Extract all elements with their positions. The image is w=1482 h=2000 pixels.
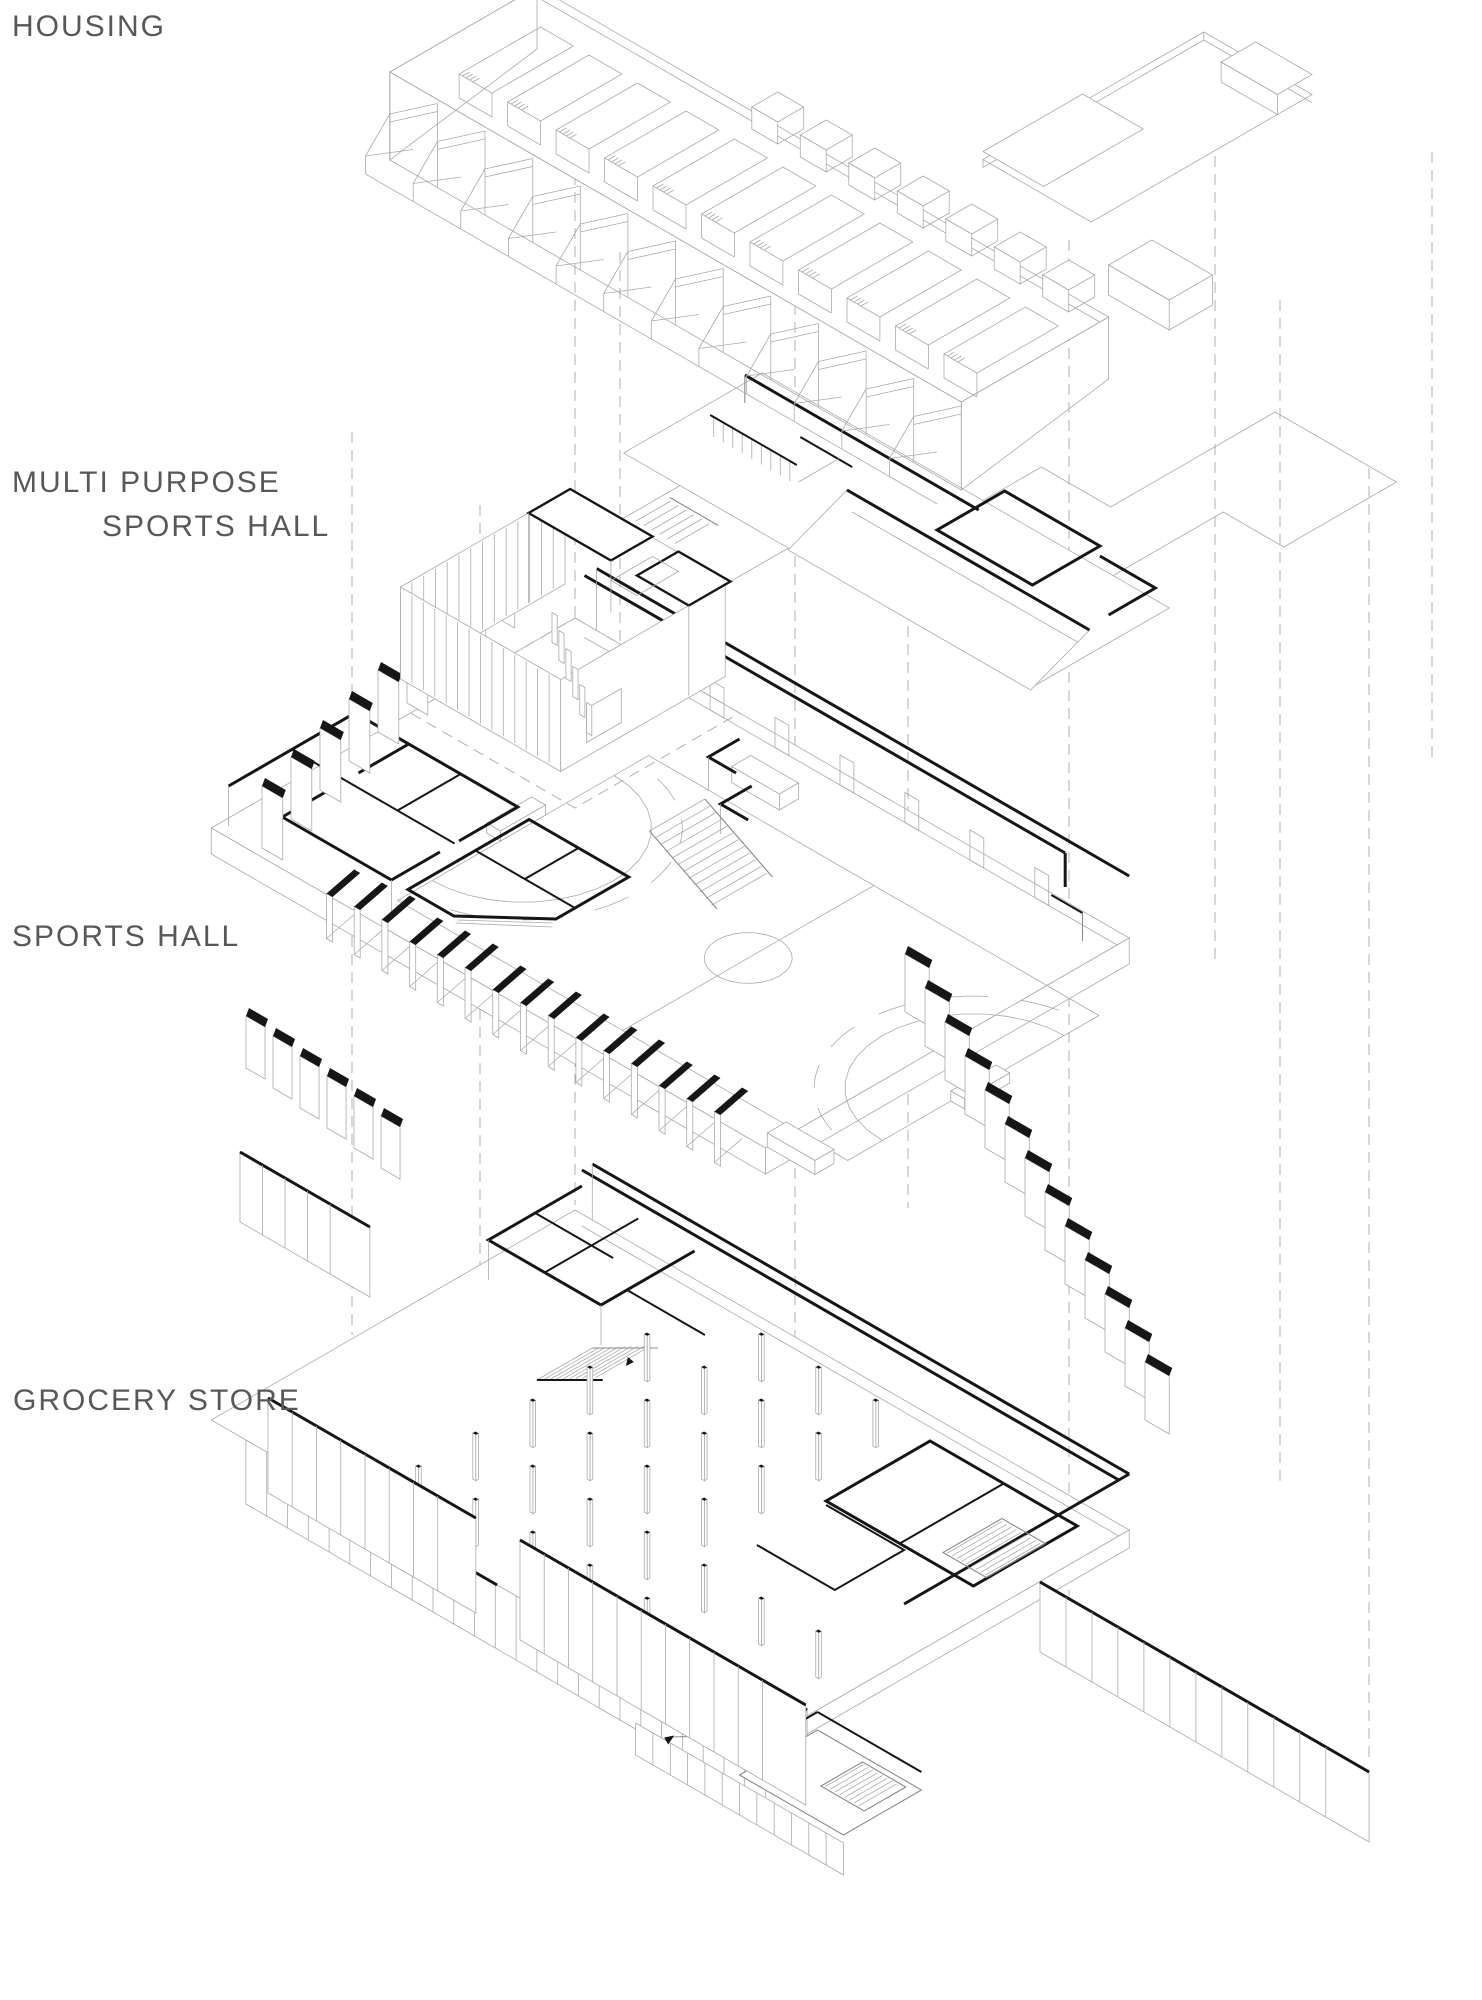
level-label-multi-purpose-line2: SPORTS HALL xyxy=(102,510,331,543)
level-label-sports-hall: SPORTS HALL xyxy=(12,920,241,953)
level-label-multi-purpose-line1: MULTI PURPOSE xyxy=(12,466,281,499)
floating-roof-slab-drawing xyxy=(983,32,1312,222)
grocery-store-level-drawing xyxy=(211,1152,1369,1875)
level-label-housing: HOUSING xyxy=(12,10,167,43)
level-label-grocery-store: GROCERY STORE xyxy=(13,1384,301,1417)
